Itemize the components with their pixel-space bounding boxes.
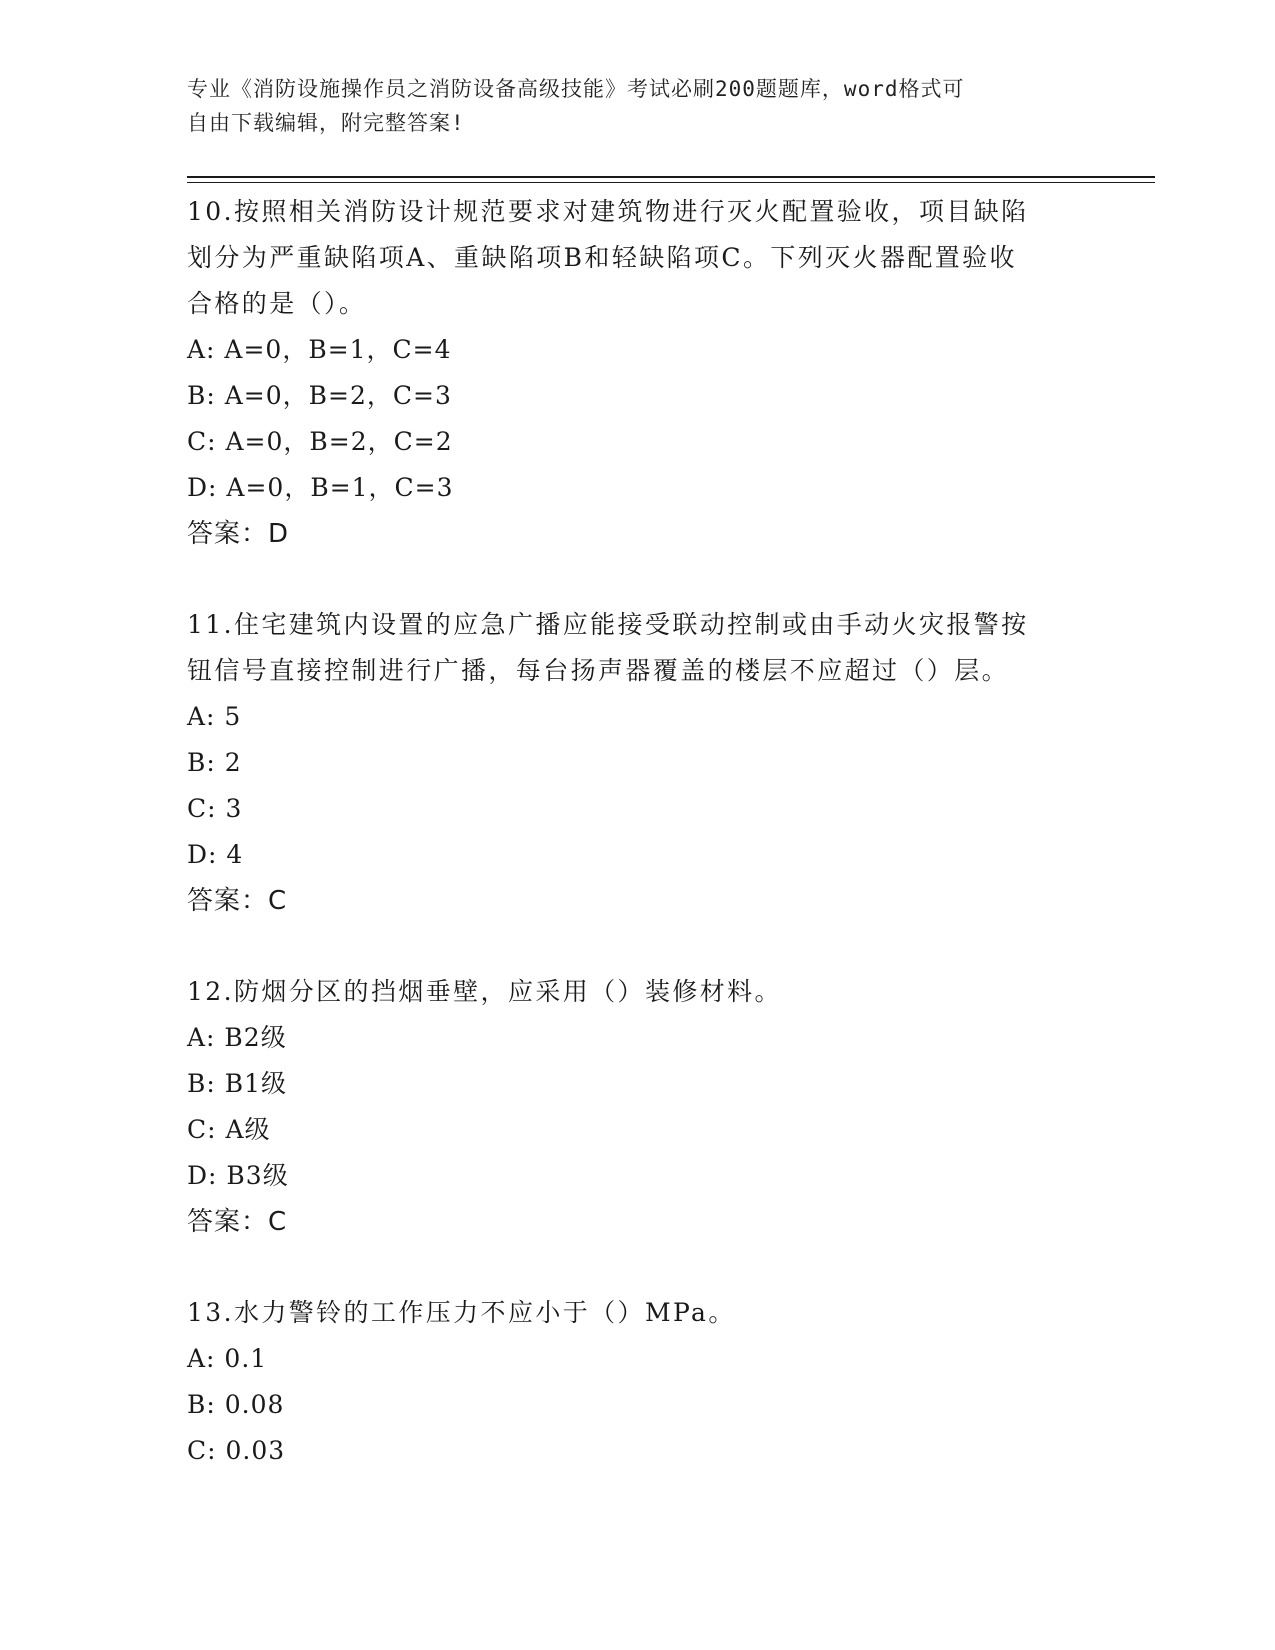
option-d: D: 4 [187, 840, 244, 869]
spacer [187, 557, 1157, 602]
option-b: B: 2 [187, 748, 242, 777]
question-13 [187, 1290, 1157, 1474]
question-10 [187, 189, 1157, 557]
question-text-line: 11.住宅建筑内设置的应急广播应能接受联动控制或由手动火灾报警按 [187, 610, 1029, 639]
answer-line: 答案：C [187, 886, 288, 916]
question-text-line: 12.防烟分区的挡烟垂壁，应采用（）装修材料。 [187, 977, 782, 1006]
answer-line: 答案：C [187, 1207, 288, 1237]
option-b: B: 0.08 [187, 1390, 285, 1419]
answer-line: 答案：D [187, 519, 290, 549]
question-text-line: 划分为严重缺陷项A、重缺陷项B和轻缺陷项C。下列灭火器配置验收 [187, 243, 1017, 272]
option-b: B: A=0，B=2，C=3 [187, 381, 452, 410]
question-12 [187, 969, 1157, 1245]
option-c: C: A级 [187, 1115, 271, 1144]
option-a: A: A=0，B=1，C=4 [187, 335, 452, 364]
option-d: D: B3级 [187, 1161, 289, 1190]
option-a: A: 0.1 [187, 1344, 268, 1373]
question-text-line: 13.水力警铃的工作压力不应小于（）MPa。 [187, 1298, 736, 1327]
question-text-line: 10.按照相关消防设计规范要求对建筑物进行灭火配置验收，项目缺陷 [187, 197, 1029, 226]
option-c: C: 0.03 [187, 1436, 286, 1465]
option-c: C: A=0，B=2，C=2 [187, 427, 453, 456]
option-d: D: A=0，B=1，C=3 [187, 473, 454, 502]
question-text-line: 合格的是（）。 [187, 289, 367, 318]
option-a: A: B2级 [187, 1023, 287, 1052]
option-a: A: 5 [187, 702, 242, 731]
header-line-2: 自由下载编辑，附完整答案! [187, 111, 465, 135]
header-divider [187, 176, 1155, 183]
document-page [187, 72, 1157, 1474]
option-c: C: 3 [187, 794, 243, 823]
option-b: B: B1级 [187, 1069, 288, 1098]
question-text-line: 钮信号直接控制进行广播，每台扬声器覆盖的楼层不应超过（）层。 [187, 656, 1010, 685]
header-line-1: 专业《消防设施操作员之消防设备高级技能》考试必刷200题题库，word格式可 [187, 77, 965, 101]
spacer [187, 1245, 1157, 1290]
question-11 [187, 602, 1157, 924]
spacer [187, 924, 1157, 969]
